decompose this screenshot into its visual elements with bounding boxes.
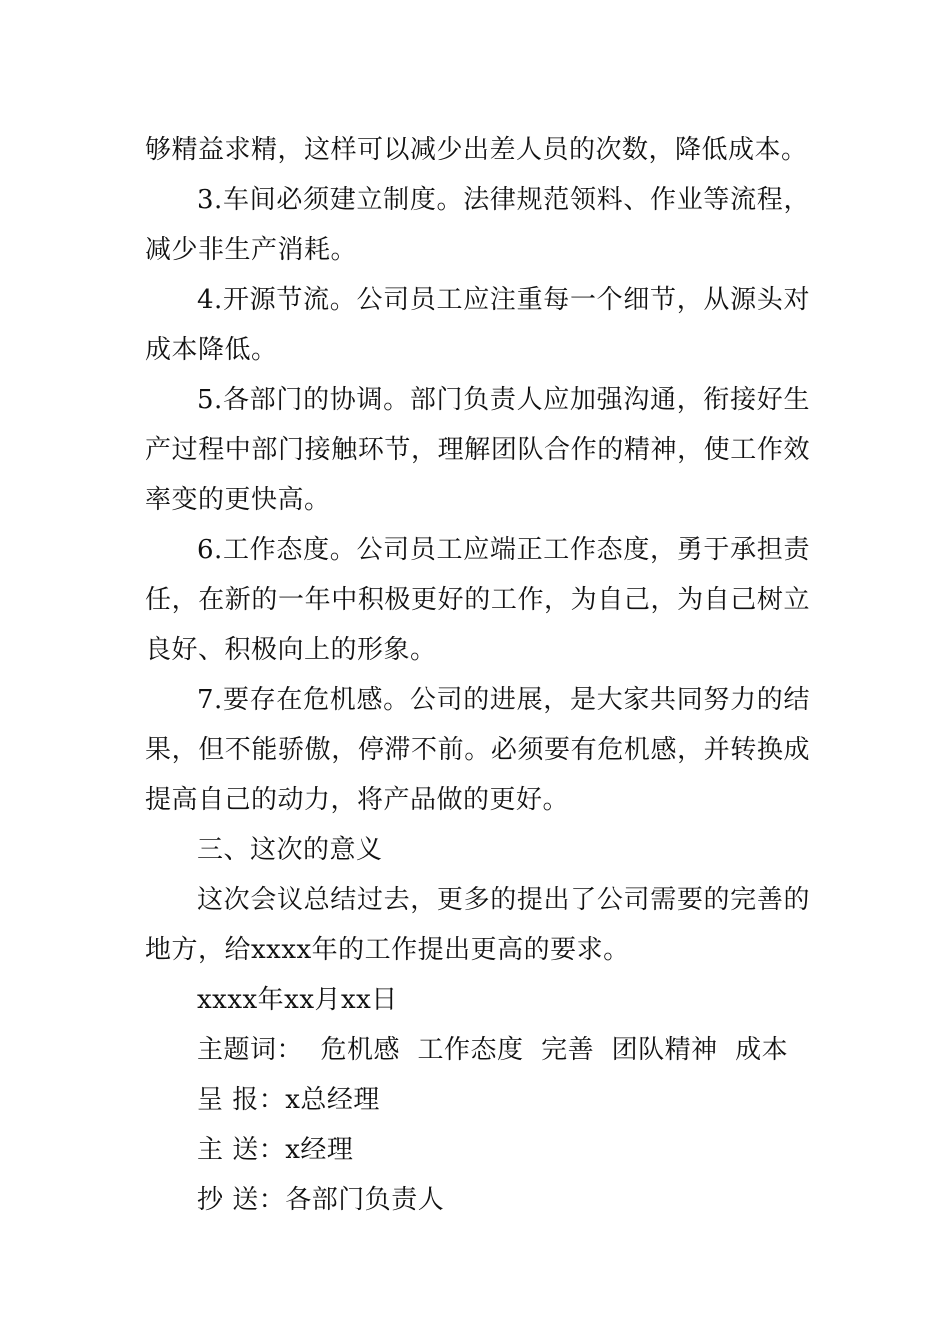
send-to-line: 主 送：x经理	[197, 1135, 354, 1165]
paragraph-item-6: 6.工作态度。公司员工应端正工作态度，勇于承担责任，在新的一年中积极更好的工作，为自己，为自己树立良好、积极向上的形象。	[145, 535, 810, 665]
paragraph-significance: 这次会议总结过去，更多的提出了公司需要的完善的地方，给xxxx年的工作提出更高的要求。	[145, 885, 810, 965]
section-heading-significance: 三、这次的意义	[197, 835, 383, 865]
copy-to-line: 抄 送：各部门负责人	[197, 1185, 445, 1215]
paragraph-item-3: 3.车间必须建立制度。法律规范领料、作业等流程，减少非生产消耗。	[145, 185, 810, 265]
document-footer-meta	[145, 975, 810, 1225]
paragraph-item-4: 4.开源节流。公司员工应注重每一个细节，从源头对成本降低。	[145, 285, 810, 365]
document-body	[145, 125, 810, 1225]
report-to-line: 呈 报：x总经理	[197, 1085, 380, 1115]
paragraph-item-5: 5.各部门的协调。部门负责人应加强沟通，衔接好生产过程中部门接触环节，理解团队合作的精神，使工作效率变的更快高。	[145, 385, 810, 515]
keywords-line: 主题词： 危机感 工作态度 完善 团队精神 成本	[197, 1035, 789, 1065]
document-date: xxxx年xx月xx日	[197, 985, 398, 1015]
paragraph-item-7: 7.要存在危机感。公司的进展，是大家共同努力的结果，但不能骄傲，停滞不前。必须要有危机感，并转换成提高自己的动力，将产品做的更好。	[145, 685, 810, 815]
paragraph-continuation: 够精益求精，这样可以减少出差人员的次数，降低成本。	[145, 135, 808, 165]
